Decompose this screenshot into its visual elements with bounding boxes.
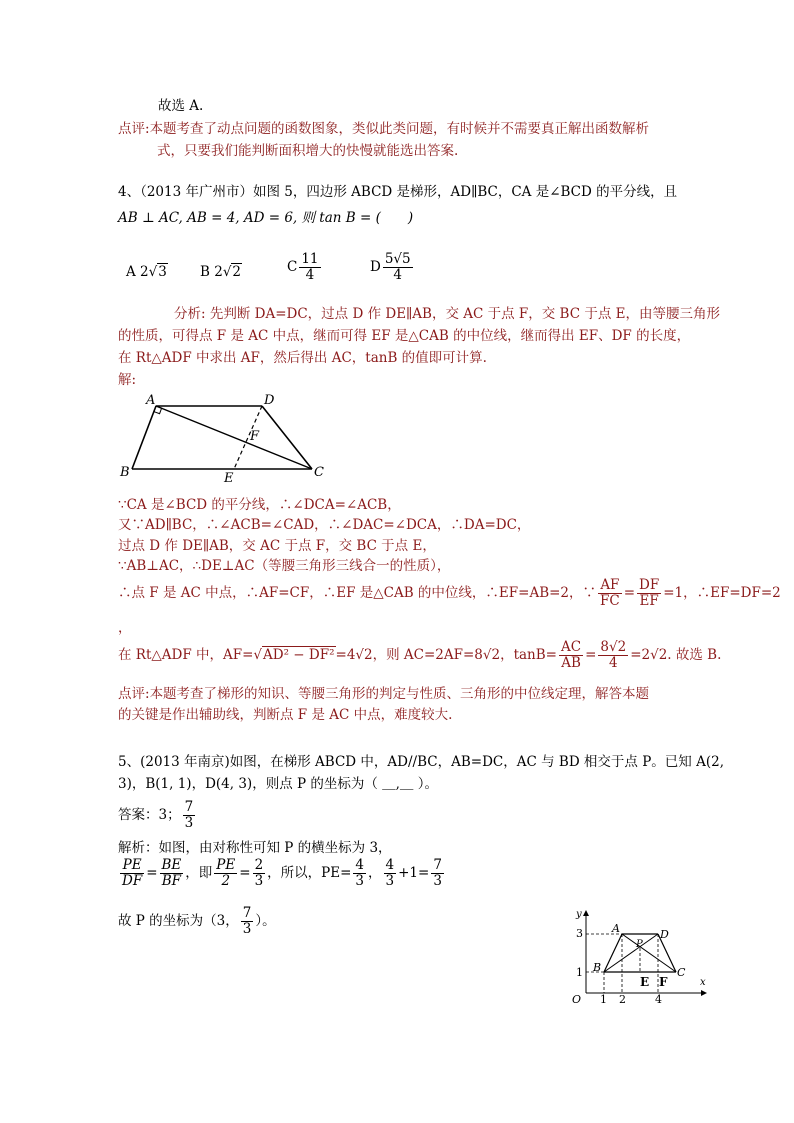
q4-comment-2: 的关键是作出辅助线，判断点 F 是 AC 中点，难度较大. xyxy=(118,707,453,723)
svg-text:O: O xyxy=(572,993,582,1006)
q5-analysis: 解析：如图，由对称性可知 P 的横坐标为 3， xyxy=(118,840,392,856)
fig-label-f: F xyxy=(250,429,260,444)
option-b: B 2√2 xyxy=(200,264,242,280)
q4-condition: AB ⊥ AC, AB = 4, AD = 6, 则 tan B = ( ) xyxy=(118,210,414,226)
svg-text:F: F xyxy=(659,975,668,989)
step-3: 过点 D 作 DE∥AB，交 AC 于点 F，交 BC 于点 E， xyxy=(118,538,436,554)
svg-text:y: y xyxy=(576,909,582,920)
step-5-comma: ， xyxy=(118,620,132,636)
fig-label-d: D xyxy=(264,393,275,408)
fig-label-b: B xyxy=(120,465,130,480)
fig-label-a: A xyxy=(146,393,156,408)
svg-text:4: 4 xyxy=(655,993,662,1006)
svg-text:x: x xyxy=(700,977,706,988)
fig-label-e: E xyxy=(224,471,234,485)
solution-label: 解: xyxy=(118,372,137,388)
analysis-line-2: 的性质，可得点 F 是 AC 中点，继而可得 EF 是△CAB 的中位线，继而得出 EF、DF 的长度， xyxy=(118,328,691,344)
step-4: ∵AB⊥AC，∴DE⊥AC（等腰三角形三线合一的性质）， xyxy=(118,558,451,574)
svg-text:3: 3 xyxy=(576,927,583,940)
q5-answer: 答案：3； $\frac{7}{3}$ xyxy=(118,799,194,831)
svg-text:C: C xyxy=(677,966,686,979)
analysis-line-1: 分析: 先判断 DA=DC，过点 D 作 DE∥AB，交 AC 于点 F，交 BC 于点 E，由等腰三角形 xyxy=(174,306,720,322)
step-1: ∵CA 是∠BCD 的平分线，∴∠DCA=∠ACB， xyxy=(118,497,401,513)
svg-text:1: 1 xyxy=(600,993,607,1006)
step-6: 在 Rt△ADF 中，AF=√AD² − DF²=4√2，则 AC=2AF=8√2，tanB= $\frac{AC}{AB}$ = $\frac{8√2}{4}$ =2√2. 故选 B. xyxy=(118,639,722,671)
q5-equation: $\frac{PE}{DF}$ = $\frac{BE}{BF}$ ，即 $\frac{PE}{2}$ = $\frac{2}{3}$ ，所以，PE= $\frac{4}{3}$ ， $\frac{4}{3}$ +1= $\frac{7}{3}$ xyxy=(122,857,442,889)
analysis-line-3: 在 Rt△ADF 中求出 AF，然后得出 AC，tanB 的值即可计算. xyxy=(118,350,487,366)
q4-header: 4、（2013 年广州市）如图 5，四边形 ABCD 是梯形，AD∥BC，CA 是∠BCD 的平分线，且 xyxy=(118,184,678,200)
option-a: A 2√3 xyxy=(126,264,167,280)
fig-label-c: C xyxy=(314,465,324,480)
choose-a-text: 故选 A. xyxy=(158,98,204,114)
q5-header: 5、(2013 年南京)如图，在梯形 ABCD 中，AD//BC，AB=DC，AC 与 BD 相交于点 P。已知 A(2, xyxy=(118,754,724,770)
option-c: C $\frac{11}{4}$ xyxy=(287,251,319,283)
svg-text:A: A xyxy=(612,922,620,935)
coordinate-figure xyxy=(560,905,710,1010)
comment-label: 点评: xyxy=(118,121,150,137)
svg-text:P: P xyxy=(636,939,643,950)
trapezoid-figure xyxy=(112,390,342,485)
svg-text:B: B xyxy=(593,961,602,974)
q4-comment-1: 点评:本题考查了梯形的知识、等腰三角形的判定与性质、三角形的中位线定理，解答本题 xyxy=(118,686,650,702)
comment-line-2: 式，只要我们能判断面积增大的快慢就能选出答案. xyxy=(157,143,459,159)
step-5: ∴点 F 是 AC 中点，∴AF=CF，∴EF 是△CAB 的中位线，∴EF=AB=2，∵ $\frac{AF}{FC}$ = $\frac{DF}{EF}$ =1，∴EF=DF=2 xyxy=(118,577,781,609)
option-d: D $\frac{5√5}{4}$ xyxy=(370,251,411,283)
q5-conclusion: 故 P 的坐标为（3， $\frac{7}{3}$ ）。 xyxy=(118,905,276,937)
comment-line-1: 点评:本题考查了动点问题的函数图象，类似此类问题，有时候并不需要真正解出函数解析 xyxy=(118,121,650,137)
step-2: 又∵AD∥BC，∴∠ACB=∠CAD，∴∠DAC=∠DCA，∴DA=DC， xyxy=(118,517,531,533)
svg-text:2: 2 xyxy=(619,993,626,1006)
svg-text:D: D xyxy=(660,928,669,941)
svg-text:E: E xyxy=(640,975,650,989)
svg-text:1: 1 xyxy=(576,966,583,979)
q5-header-2: 3)，B(1, 1)，D(4, 3)，则点 P 的坐标为（ ＿,＿ ）。 xyxy=(118,776,438,792)
